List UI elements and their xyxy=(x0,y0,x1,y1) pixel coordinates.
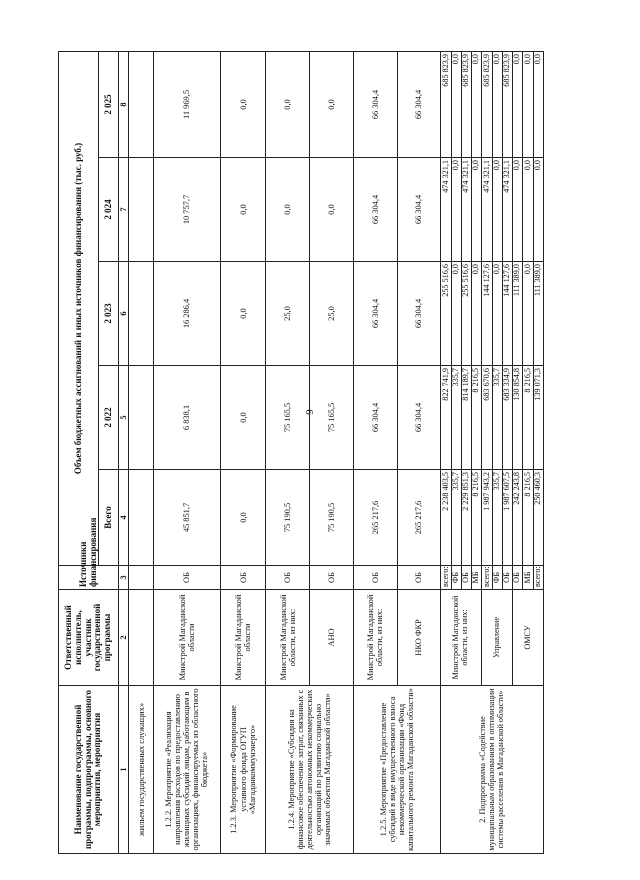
line-value: 335,7 xyxy=(492,470,502,566)
line-value: 685 823,9 xyxy=(502,51,512,157)
line-value: 0,0 xyxy=(492,158,502,262)
column-number: 6 xyxy=(119,262,129,366)
row-value: 75 190,5 xyxy=(266,470,310,566)
line-value: 474 321,1 xyxy=(461,158,471,262)
row-value: 66 304,4 xyxy=(397,262,441,366)
line-value: 8 216,5 xyxy=(523,470,533,566)
line-value: 0,0 xyxy=(513,158,523,262)
row-value: 66 304,4 xyxy=(397,366,441,470)
row-source: ОБ xyxy=(353,566,397,590)
line-value: 822 741,9 xyxy=(441,366,451,470)
group-executor: ОМСУ xyxy=(513,590,544,686)
line-value: 0,0 xyxy=(472,51,482,157)
row-name: жильем государственных служащих» xyxy=(129,686,154,854)
page-number: 6 xyxy=(302,409,315,415)
line-value: 255 516,6 xyxy=(461,262,471,366)
line-value: 474 321,1 xyxy=(502,158,512,262)
line-value: 144 127,6 xyxy=(482,262,492,366)
row-value: 16 286,4 xyxy=(154,262,221,366)
header-funding: Объем бюджетных ассигнований и иных источников финансирования (тыс. руб.) xyxy=(59,51,99,565)
header-name: Наименование государственной программы, подпрограммы, основного мероприятия, мероприятия xyxy=(59,686,119,854)
header-year: 2 022 xyxy=(99,366,119,470)
table-row xyxy=(266,51,310,853)
line-value: 685 823,9 xyxy=(441,51,451,157)
line-value: 683 670,6 xyxy=(482,366,492,470)
row-executor: НКО ФКР xyxy=(397,590,441,686)
line-value: 1 987 943,2 xyxy=(482,470,492,566)
line-value: 335,7 xyxy=(492,366,502,470)
row-name: 1.2.5. Мероприятие «Предоставление субсидий в виде имущественного взноса некоммерческой организации «Фонд капитального ремонта Магаданской области» xyxy=(353,686,440,854)
table-row xyxy=(353,51,397,853)
column-number: 5 xyxy=(119,366,129,470)
header-executor: Ответственный исполнитель, участник государственной программы xyxy=(59,590,119,686)
line-value: 0,0 xyxy=(492,51,502,157)
line-value: 474 321,1 xyxy=(482,158,492,262)
line-source: ФБ xyxy=(451,566,461,590)
line-source: всего: xyxy=(441,566,451,590)
row-value: 0,0 xyxy=(266,51,310,157)
group-executor: Управление xyxy=(482,590,513,686)
row-value: 0,0 xyxy=(310,51,354,157)
line-value: 0,0 xyxy=(492,262,502,366)
line-source: ОБ xyxy=(502,566,512,590)
row-value: 25,0 xyxy=(266,262,310,366)
line-value: 139 071,3 xyxy=(533,366,543,470)
line-value: 2 229 851,3 xyxy=(461,470,471,566)
row-executor: АНО xyxy=(310,590,354,686)
line-value: 685 823,9 xyxy=(482,51,492,157)
header-year: 2 025 xyxy=(99,51,119,157)
row-executor: Минстрой Магаданской области, из них: xyxy=(353,590,397,686)
row-value: 0,0 xyxy=(266,158,310,262)
row-value: 45 851,7 xyxy=(154,470,221,566)
row-executor: Минстрой Магаданской области xyxy=(220,590,266,686)
row-source: ОБ xyxy=(397,566,441,590)
line-value: 1 987 607,5 xyxy=(502,470,512,566)
row-value: 0,0 xyxy=(220,262,266,366)
line-value: 683 334,9 xyxy=(502,366,512,470)
row-source: ОБ xyxy=(266,566,310,590)
line-value: 8 216,5 xyxy=(472,470,482,566)
row-source: ОБ xyxy=(220,566,266,590)
line-source: всего: xyxy=(482,566,492,590)
line-value: 0,0 xyxy=(533,158,543,262)
row-executor: Минстрой Магаданской области, из них: xyxy=(266,590,310,686)
row-value: 66 304,4 xyxy=(397,51,441,157)
line-value: 0,0 xyxy=(533,51,543,157)
row-name: 1.2.2. Мероприятие «Реализация направления расходов по предоставлению жилищных субсидий лицам, работающим в организациях, финансируемых из областного бюджета» xyxy=(154,686,221,854)
table-row xyxy=(154,51,221,853)
group-executor: Минстрой Магаданской области, из них: xyxy=(441,590,482,686)
subprogram-name: 2. Подпрограмма «Содействие муниципальным образованиям в оптимизации системы расселения в Магаданской области» xyxy=(441,686,544,854)
table-row xyxy=(220,51,266,853)
column-number: 2 xyxy=(119,590,129,686)
line-value: 130 854,8 xyxy=(513,366,523,470)
line-value: 111 389,0 xyxy=(533,262,543,366)
row-name: 1.2.4. Мероприятие «Субсидия на финансовое обеспечение затрат, связанных с деятельностью автономных некоммерческих организаций по развитию социально значимых объектов Магаданской области» xyxy=(266,686,353,854)
column-number-row xyxy=(119,51,129,853)
line-value: 335,7 xyxy=(451,366,461,470)
line-value: 474 321,1 xyxy=(441,158,451,262)
header-total: Всего xyxy=(99,470,119,566)
line-source: ОБ xyxy=(513,566,523,590)
row-value: 66 304,4 xyxy=(353,158,397,262)
line-source: ОБ xyxy=(461,566,471,590)
line-value: 335,7 xyxy=(451,470,461,566)
line-value: 0,0 xyxy=(451,51,461,157)
line-value: 255 516,6 xyxy=(441,262,451,366)
row-value: 75 165,5 xyxy=(266,366,310,470)
row-value: 25,0 xyxy=(310,262,354,366)
line-value: 2 238 403,5 xyxy=(441,470,451,566)
row-value: 11 969,5 xyxy=(154,51,221,157)
header-year: 2 023 xyxy=(99,262,119,366)
line-value: 8 216,5 xyxy=(472,366,482,470)
row-value: 0,0 xyxy=(310,158,354,262)
line-value: 0,0 xyxy=(523,51,533,157)
column-number: 7 xyxy=(119,158,129,262)
header-source: Источники финансирования xyxy=(59,566,119,590)
row-name: 1.2.3. Мероприятие «Формирование уставного фонда ОГУП «Магаданкоммунэнерго» xyxy=(220,686,266,854)
row-value: 0,0 xyxy=(220,470,266,566)
header-year: 2 024 xyxy=(99,158,119,262)
row-value: 265 217,6 xyxy=(397,470,441,566)
row-source: ОБ xyxy=(310,566,354,590)
column-number: 3 xyxy=(119,566,129,590)
line-source: ФБ xyxy=(492,566,502,590)
line-value: 242 243,8 xyxy=(513,470,523,566)
line-value: 144 127,6 xyxy=(502,262,512,366)
column-number: 1 xyxy=(119,686,129,854)
row-value: 6 838,1 xyxy=(154,366,221,470)
funding-table xyxy=(58,51,544,854)
line-value: 111 389,0 xyxy=(513,262,523,366)
column-number: 8 xyxy=(119,51,129,157)
line-value: 0,0 xyxy=(472,158,482,262)
row-executor: Минстрой Магаданской области xyxy=(154,590,221,686)
line-value: 814 189,7 xyxy=(461,366,471,470)
line-value: 0,0 xyxy=(451,262,461,366)
row-value: 75 165,5 xyxy=(310,366,354,470)
row-value: 0,0 xyxy=(220,51,266,157)
line-value: 0,0 xyxy=(472,262,482,366)
line-source: МБ xyxy=(523,566,533,590)
row-value: 265 217,6 xyxy=(353,470,397,566)
line-value: 0,0 xyxy=(523,262,533,366)
line-value: 250 460,3 xyxy=(533,470,543,566)
row-value: 75 190,5 xyxy=(310,470,354,566)
row-value: 0,0 xyxy=(220,158,266,262)
column-number: 4 xyxy=(119,470,129,566)
row-value: 66 304,4 xyxy=(353,366,397,470)
line-value: 685 823,9 xyxy=(461,51,471,157)
table-row xyxy=(129,51,154,853)
line-value: 0,0 xyxy=(513,51,523,157)
row-value: 10 757,7 xyxy=(154,158,221,262)
line-source: МБ xyxy=(472,566,482,590)
row-value: 66 304,4 xyxy=(353,51,397,157)
table-row xyxy=(441,51,451,853)
line-value: 0,0 xyxy=(451,158,461,262)
line-value: 0,0 xyxy=(523,158,533,262)
row-value: 66 304,4 xyxy=(353,262,397,366)
row-value: 0,0 xyxy=(220,366,266,470)
row-source: ОБ xyxy=(154,566,221,590)
line-value: 8 216,5 xyxy=(523,366,533,470)
row-value: 66 304,4 xyxy=(397,158,441,262)
line-source: всего: xyxy=(533,566,543,590)
rotated-table-stage xyxy=(58,52,544,854)
